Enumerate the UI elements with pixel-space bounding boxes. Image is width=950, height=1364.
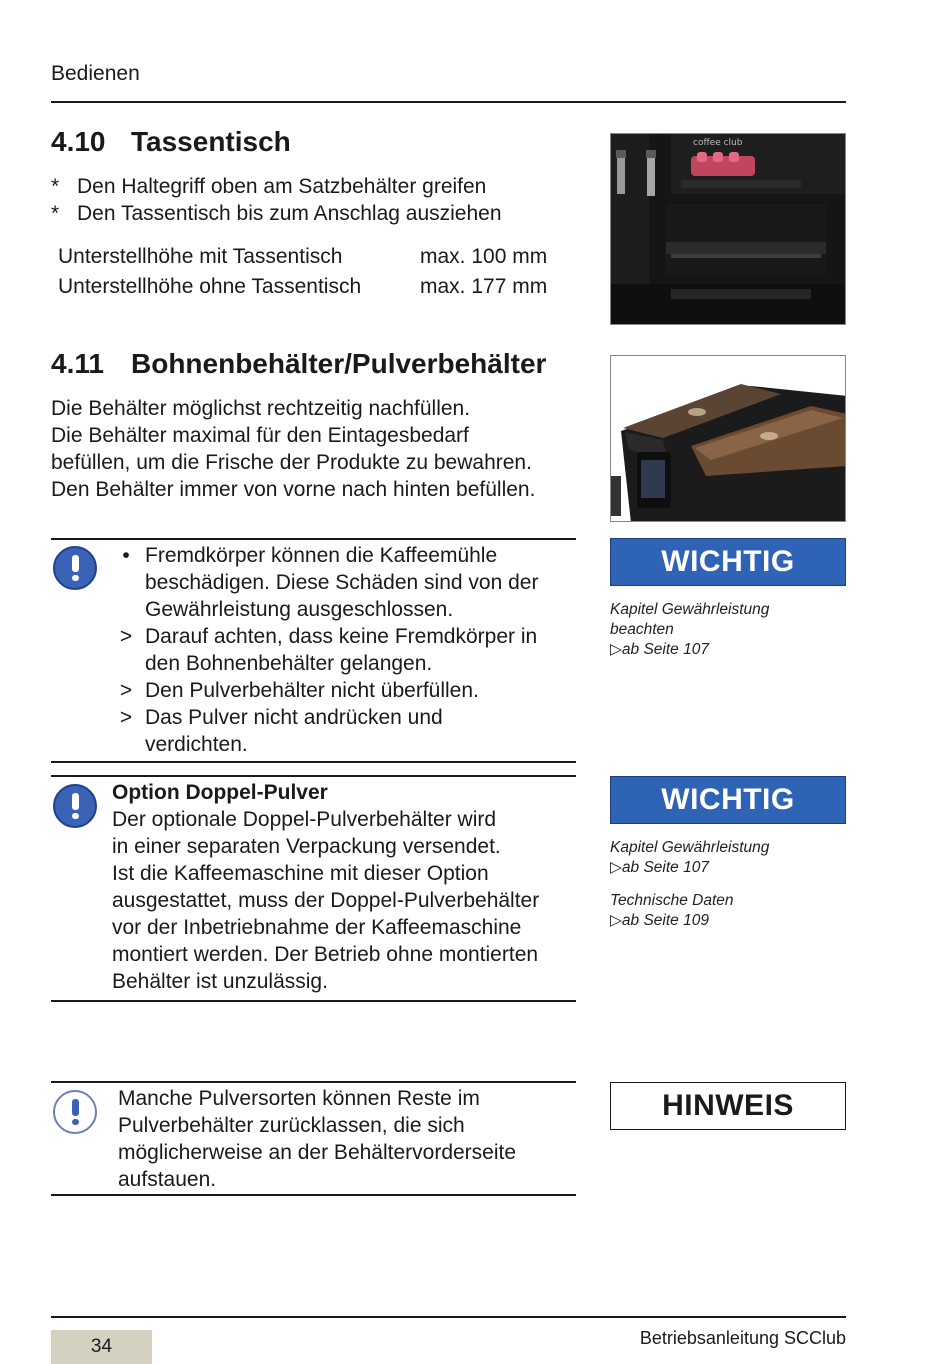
arrow-right-icon: ▷ [610, 641, 622, 658]
note2-body [112, 779, 582, 995]
section-heading: Bohnenbehälter/Pulverbehälter [131, 348, 547, 379]
section-heading: Tassentisch [131, 126, 291, 157]
cup-table-illustration [611, 134, 846, 325]
step-marker: * [51, 175, 60, 198]
steps-list [51, 173, 591, 227]
step-item [51, 173, 591, 200]
note-line: den Bohnenbehälter gelangen. [145, 652, 433, 675]
step-marker: * [51, 202, 60, 225]
cup-table-photo [610, 133, 846, 325]
step-text: Den Tassentisch bis zum Anschlag ausziehen [77, 202, 502, 225]
arrow-right-icon: ▷ [610, 912, 622, 929]
note-line: Den Pulverbehälter nicht überfüllen. [145, 679, 479, 702]
section-number: 4.10 [51, 126, 106, 157]
section-number: 4.11 [51, 348, 104, 379]
note-line: Darauf achten, dass keine Fremdkörper in [145, 625, 538, 648]
note1-item [112, 542, 582, 623]
page-number: 34 [51, 1330, 152, 1364]
spec-value: max. 100 mm [420, 245, 548, 268]
exclamation-icon [53, 784, 97, 828]
section-title-4-11 [51, 348, 546, 380]
section-title-4-10 [51, 126, 291, 158]
note1-side-reference [610, 600, 769, 660]
note-line: möglicherweise an der Behältervorderseite [118, 1141, 517, 1164]
note3-top-rule [51, 1081, 576, 1083]
note-line: verdichten. [145, 733, 248, 756]
bean-container-illustration [611, 356, 846, 522]
arrow-right-icon: ▷ [610, 859, 622, 876]
side-line: Technische Daten [610, 892, 734, 909]
note2-side-reference-2 [610, 891, 734, 931]
note1-item [112, 623, 582, 677]
section-4-11-paragraph [51, 395, 591, 503]
side-link[interactable] [610, 640, 769, 660]
step-item [51, 200, 591, 227]
note-line: vor der Inbetriebnahme der Kaffeemaschine [112, 916, 522, 939]
hinweis-badge: HINWEIS [610, 1082, 846, 1130]
side-line: beachten [610, 621, 674, 638]
note1-bottom-rule [51, 761, 576, 763]
exclamation-icon [53, 1090, 97, 1134]
spec-row [58, 272, 547, 302]
side-link[interactable] [610, 858, 769, 878]
arrow-marker: > [119, 679, 133, 702]
paragraph-line: Den Behälter immer von vorne nach hinten befüllen. [51, 478, 536, 501]
side-link[interactable] [610, 911, 734, 931]
document-title: Betriebsanleitung SCClub [639, 1328, 846, 1348]
note3-bottom-rule [51, 1194, 576, 1196]
bullet-marker: • [122, 544, 130, 567]
note-line: montiert werden. Der Betrieb ohne montierten [112, 943, 539, 966]
side-link-text: ab Seite 107 [621, 641, 709, 658]
note-line: Pulverbehälter zurücklassen, die sich [118, 1114, 465, 1137]
note1-item [112, 704, 582, 758]
spec-row [58, 242, 547, 272]
wichtig-badge: WICHTIG [610, 538, 846, 586]
note2-title: Option Doppel-Pulver [112, 781, 328, 804]
side-link-text: ab Seite 109 [621, 912, 709, 929]
arrow-marker: > [119, 625, 133, 648]
spec-label: Unterstellhöhe ohne Tassentisch [58, 275, 362, 298]
side-line: Kapitel Gewährleistung [610, 601, 770, 618]
note-line: in einer separaten Verpackung versendet. [112, 835, 501, 858]
note-line: Gewährleistung ausgeschlossen. [145, 598, 454, 621]
side-line: Kapitel Gewährleistung [610, 839, 770, 856]
note-line: Behälter ist unzulässig. [112, 970, 328, 993]
arrow-marker: > [119, 706, 133, 729]
footer-rule [51, 1316, 846, 1318]
note-line: Manche Pulversorten können Reste im [118, 1087, 480, 1110]
wichtig-badge: WICHTIG [610, 776, 846, 824]
photo-brand-text: coffee club [693, 138, 743, 148]
note-line: Ist die Kaffeemaschine mit dieser Option [112, 862, 489, 885]
note3-body [118, 1085, 578, 1193]
paragraph-line: Die Behälter maximal für den Eintagesbedarf [51, 424, 469, 447]
spec-value: max. 177 mm [420, 275, 548, 298]
side-link-text: ab Seite 107 [621, 859, 709, 876]
note1-top-rule [51, 538, 576, 540]
note-line: aufstauen. [118, 1168, 217, 1191]
note-line: beschädigen. Diese Schäden sind von der [145, 571, 539, 594]
note2-bottom-rule [51, 1000, 576, 1002]
exclamation-icon [53, 546, 97, 590]
note-line: Fremdkörper können die Kaffeemühle [145, 544, 498, 567]
note2-top-rule [51, 775, 576, 777]
header-rule [51, 101, 846, 103]
bean-container-photo [610, 355, 846, 522]
spec-label: Unterstellhöhe mit Tassentisch [58, 245, 343, 268]
note1-list [112, 542, 582, 758]
paragraph-line: Die Behälter möglichst rechtzeitig nachfüllen. [51, 397, 471, 420]
note-line: ausgestattet, muss der Doppel-Pulverbehälter [112, 889, 540, 912]
note1-item [112, 677, 582, 704]
paragraph-line: befüllen, um die Frische der Produkte zu bewahren. [51, 451, 532, 474]
note-line: Der optionale Doppel-Pulverbehälter wird [112, 808, 497, 831]
step-text: Den Haltegriff oben am Satzbehälter greifen [77, 175, 487, 198]
running-header: Bedienen [51, 62, 140, 85]
spec-table [58, 242, 547, 302]
note2-side-reference-1 [610, 838, 769, 878]
note-line: Das Pulver nicht andrücken und [145, 706, 443, 729]
